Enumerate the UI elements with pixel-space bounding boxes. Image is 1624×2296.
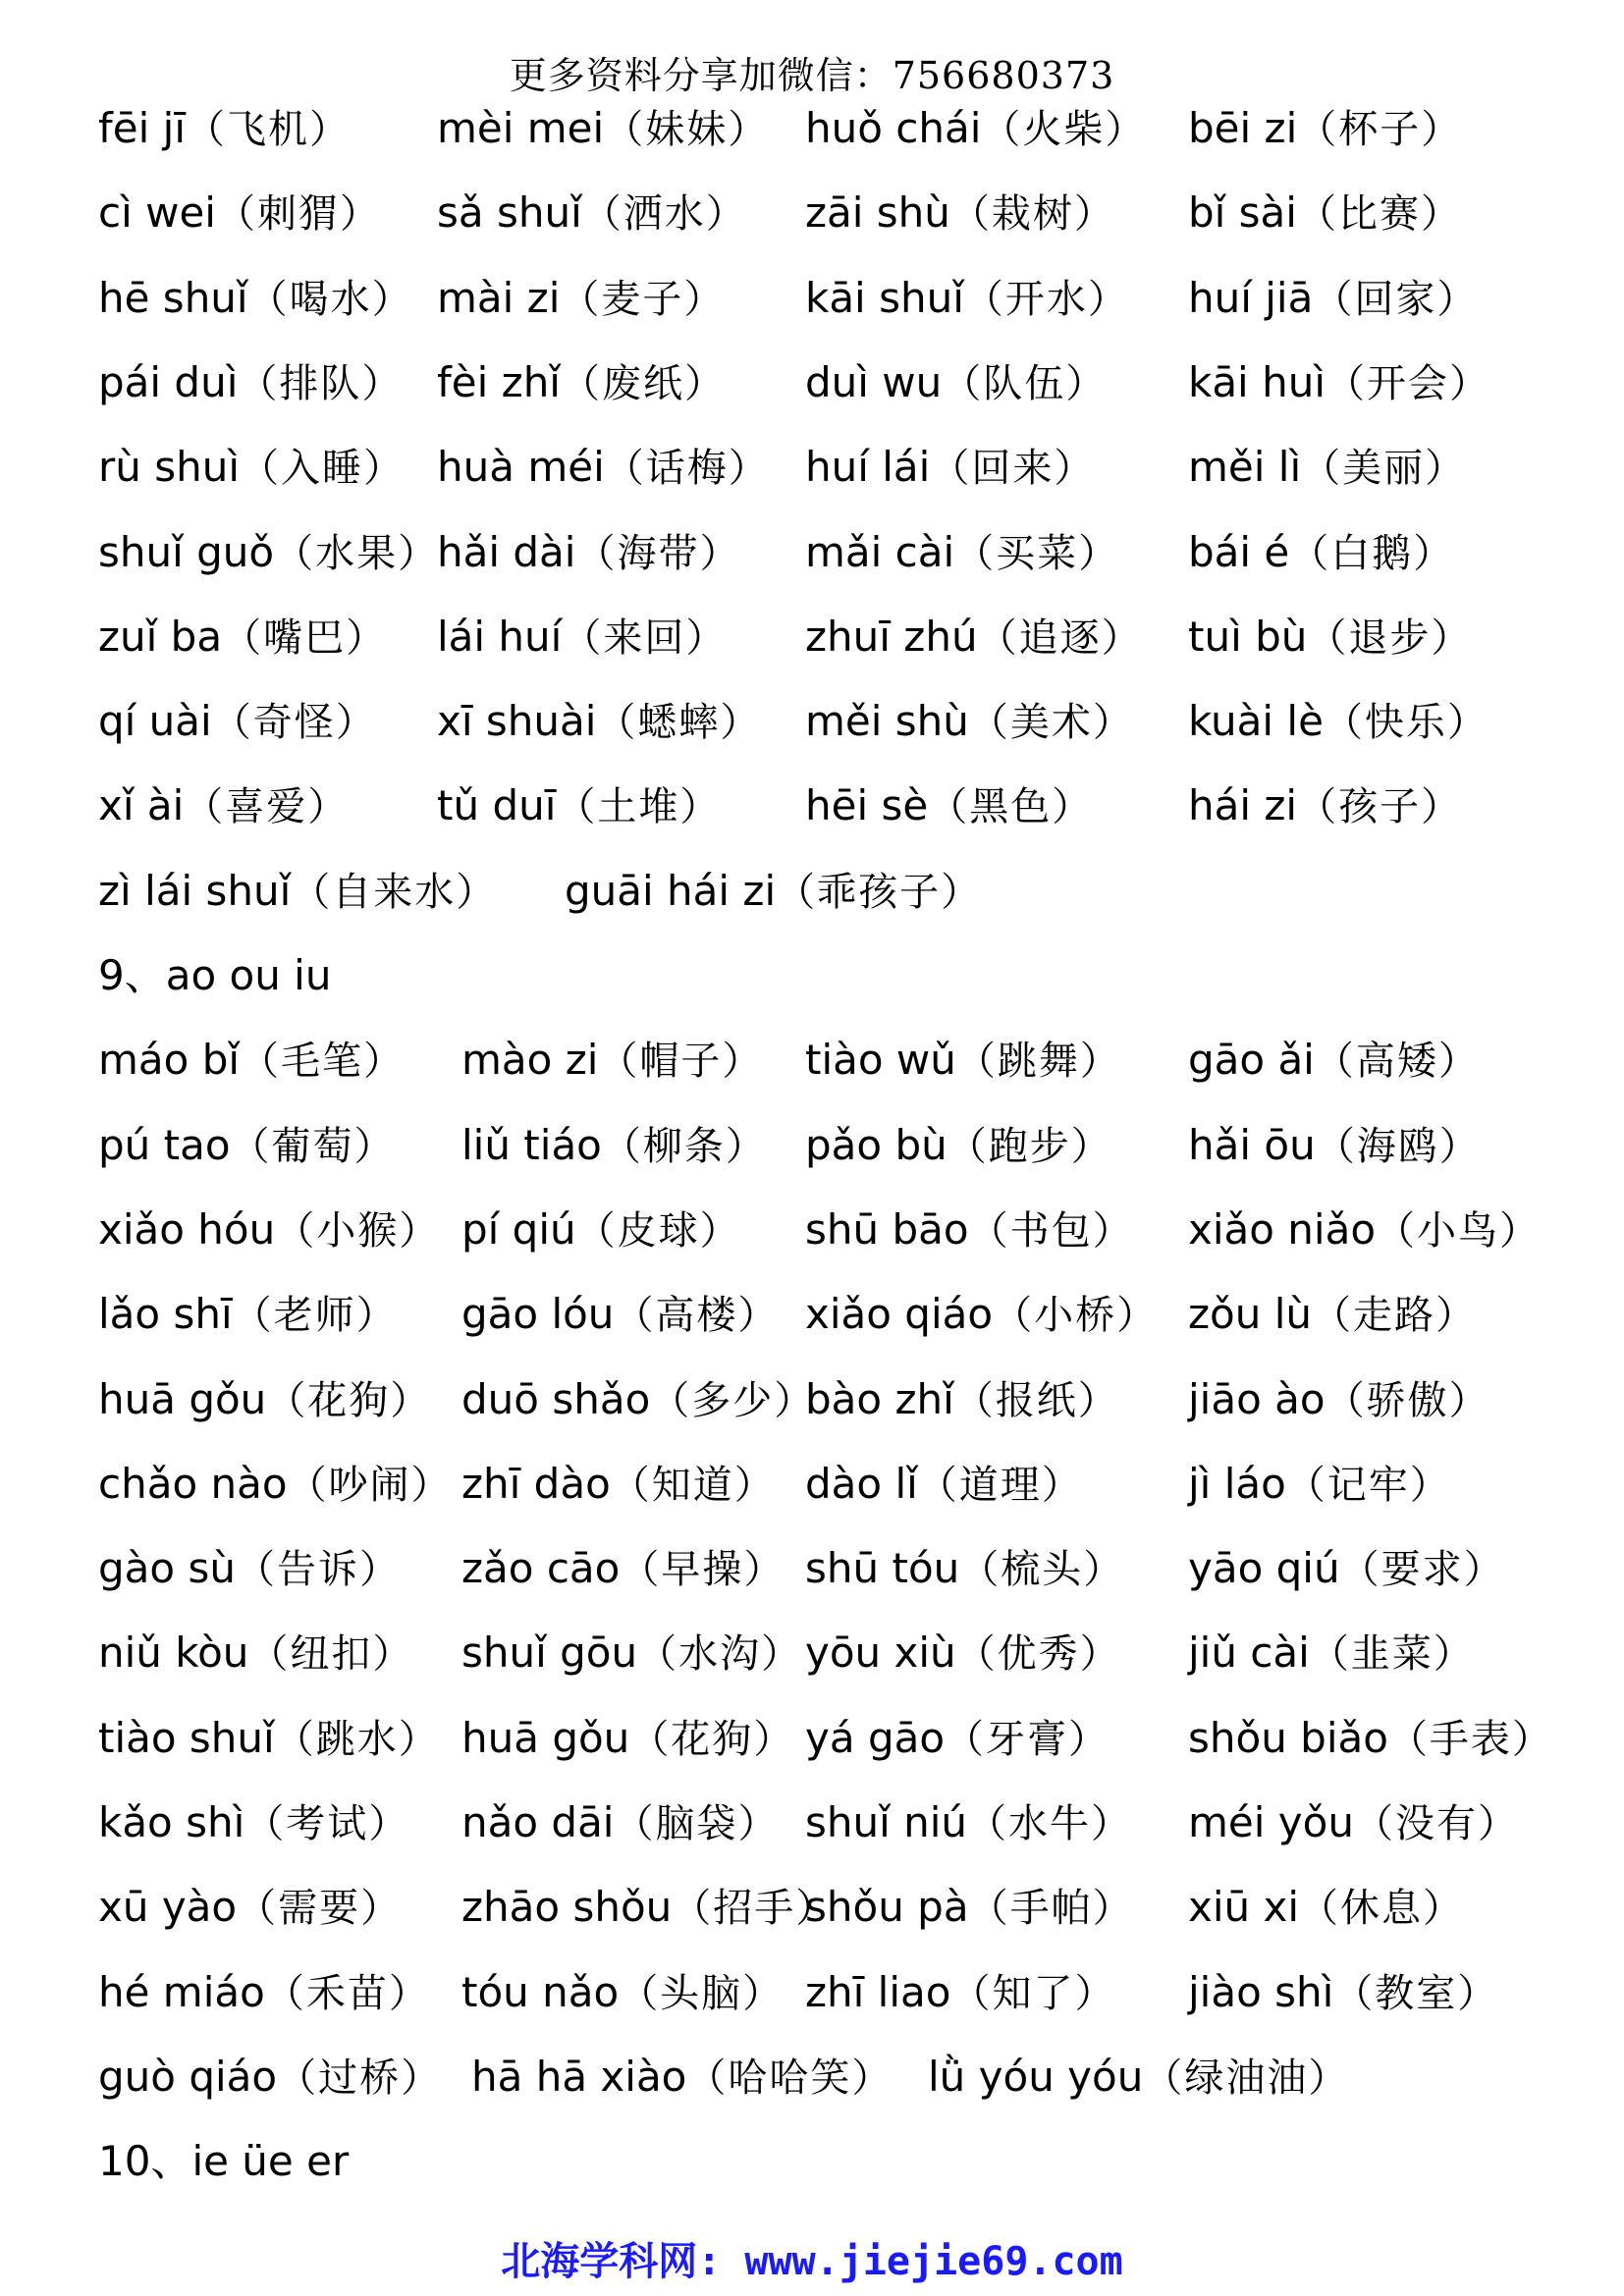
hanzi: （飞机）	[185, 107, 351, 152]
word-row	[98, 1018, 1565, 1102]
hanzi: （蟋蟀）	[596, 700, 762, 746]
pinyin: guāi hái zi	[565, 866, 777, 915]
word-entry	[437, 679, 761, 765]
hanzi: （没有）	[1353, 1801, 1519, 1846]
word-row	[98, 510, 1565, 595]
hanzi: （记牢）	[1285, 1462, 1451, 1508]
pinyin: shuǐ niú	[805, 1798, 968, 1846]
pinyin: gāo lóu	[461, 1290, 615, 1339]
word-entry	[437, 595, 727, 680]
pinyin: pái duì	[98, 357, 239, 406]
word-row	[98, 1781, 1565, 1865]
word-row	[98, 256, 1565, 341]
hanzi: （杯子）	[1297, 107, 1463, 152]
hanzi: （道理）	[917, 1462, 1083, 1508]
word-row	[98, 1526, 1565, 1611]
pinyin: kāi shuǐ	[805, 273, 964, 322]
word-entry	[98, 510, 439, 596]
hanzi: （来回）	[562, 614, 728, 661]
word-entry	[437, 425, 770, 510]
hanzi: （小鸟）	[1376, 1207, 1542, 1254]
hanzi: （水沟）	[637, 1631, 803, 1678]
hanzi: （土堆）	[556, 784, 722, 830]
word-entry	[805, 1611, 1121, 1696]
word-entry	[98, 1272, 398, 1358]
word-entry	[1188, 1442, 1451, 1527]
word-row	[98, 595, 1565, 679]
pinyin: xū yào	[98, 1883, 238, 1932]
word-entry	[98, 595, 387, 680]
hanzi: （绿油油）	[1143, 2055, 1350, 2101]
pinyin: xiǎo hóu	[98, 1204, 276, 1254]
pinyin: mǎi cài	[805, 527, 955, 576]
page-footer: 北海学科网: www.jiejie69.com	[501, 2239, 1123, 2284]
pinyin: lǎo shī	[98, 1290, 233, 1339]
word-entry	[1188, 425, 1466, 510]
word-entry	[1188, 1696, 1553, 1782]
hanzi: （考试）	[244, 1801, 410, 1846]
word-entry	[805, 256, 1129, 342]
hanzi: （花狗）	[629, 1716, 795, 1762]
hanzi: （葡萄）	[230, 1123, 396, 1169]
pinyin: tuì bù	[1188, 612, 1308, 661]
word-entry	[1188, 1103, 1481, 1189]
word-entry	[1188, 764, 1462, 849]
word-row	[98, 425, 1565, 509]
word-entry	[98, 1358, 431, 1443]
pinyin: xiū xi	[1188, 1883, 1300, 1932]
hanzi: （追逐）	[977, 614, 1143, 661]
hanzi: （知了）	[950, 1970, 1116, 2016]
pinyin: huā gǒu	[461, 1713, 630, 1762]
pinyin: bǐ sài	[1188, 188, 1297, 238]
hanzi: （比赛）	[1296, 191, 1462, 238]
pinyin: gào sù	[98, 1544, 236, 1593]
word-entry	[98, 1865, 402, 1950]
hanzi: （海带）	[575, 530, 741, 576]
word-entry	[98, 1526, 401, 1612]
word-entry	[1188, 1018, 1480, 1103]
hanzi: （黑色）	[928, 784, 1094, 830]
word-entry	[1188, 1358, 1490, 1443]
hanzi: （水牛）	[967, 1801, 1133, 1846]
word-row	[98, 1358, 1565, 1442]
word-entry	[461, 1358, 815, 1443]
word-entry	[98, 1442, 453, 1527]
word-entry	[437, 86, 769, 172]
word-entry	[461, 1611, 802, 1696]
pinyin: mèi mei	[437, 104, 605, 152]
hanzi: （刺猬）	[215, 191, 381, 238]
section-heading-10: 10、ie üe er	[98, 2137, 350, 2186]
word-entry	[805, 1018, 1121, 1103]
pinyin: shǒu pà	[805, 1883, 969, 1932]
hanzi: （小猴）	[275, 1207, 441, 1254]
hanzi: （妹妹）	[604, 107, 770, 152]
pinyin: yāo qiú	[1188, 1544, 1340, 1593]
hanzi: （皮球）	[575, 1207, 741, 1254]
word-entry	[1188, 256, 1478, 342]
hanzi: （告诉）	[235, 1547, 401, 1593]
hanzi: （过桥）	[277, 2055, 443, 2101]
pinyin: gāo ǎi	[1188, 1036, 1315, 1085]
word-row	[98, 679, 1565, 764]
word-entry	[437, 256, 725, 342]
word-entry	[805, 1358, 1119, 1443]
hanzi: （报纸）	[953, 1377, 1119, 1423]
pinyin: liǔ tiáo	[461, 1120, 602, 1169]
pinyin: jiǔ cài	[1188, 1629, 1310, 1678]
word-entry	[805, 1696, 1110, 1782]
pinyin: lǜ yóu yóu	[928, 2052, 1144, 2101]
word-entry	[98, 171, 381, 256]
pinyin: kǎo shì	[98, 1798, 245, 1846]
pinyin: duō shǎo	[461, 1374, 651, 1423]
word-row	[98, 1272, 1565, 1357]
hanzi: （需要）	[237, 1886, 403, 1932]
hanzi: （火柴）	[981, 107, 1147, 152]
pinyin: lái huí	[437, 612, 563, 661]
word-entry	[805, 86, 1146, 172]
pinyin: shuǐ guǒ	[98, 527, 275, 576]
hanzi: （走路）	[1312, 1293, 1477, 1339]
word-entry	[805, 1272, 1158, 1358]
word-entry	[461, 1950, 784, 2036]
pinyin: huà méi	[437, 443, 605, 492]
word-entry	[1188, 510, 1454, 596]
word-entry	[461, 1696, 794, 1782]
word-entry	[98, 1696, 440, 1782]
word-entry	[1188, 1188, 1541, 1273]
hanzi: （话梅）	[604, 446, 770, 492]
word-entry	[805, 1526, 1124, 1612]
hanzi: （跳舞）	[955, 1039, 1121, 1085]
pinyin: hēi sè	[805, 781, 929, 830]
hanzi: （孩子）	[1297, 784, 1463, 830]
word-entry	[461, 1442, 776, 1527]
hanzi: （麦子）	[560, 276, 726, 322]
word-entry	[98, 1018, 405, 1103]
word-entry	[437, 764, 721, 849]
word-entry	[805, 1188, 1134, 1273]
word-entry	[1188, 1272, 1477, 1358]
word-entry	[471, 2035, 893, 2120]
hanzi: （喜爱）	[184, 784, 350, 830]
word-entry	[98, 1781, 409, 1866]
pinyin: nǎo dāi	[461, 1798, 615, 1846]
pinyin: shū bāo	[805, 1204, 969, 1254]
pinyin: guò qiáo	[98, 2052, 278, 2101]
pinyin: rù shuì	[98, 443, 241, 492]
word-row	[98, 1442, 1565, 1526]
pinyin: zāi shù	[805, 188, 950, 238]
word-entry	[1188, 679, 1489, 765]
hanzi: （花狗）	[266, 1377, 432, 1423]
word-row	[98, 1103, 1565, 1188]
pinyin: xiǎo niǎo	[1188, 1204, 1377, 1254]
hanzi: （自来水）	[291, 869, 498, 915]
word-entry	[805, 171, 1115, 256]
hanzi: （栽树）	[949, 191, 1115, 238]
word-row	[98, 2035, 1565, 2119]
hanzi: （牙膏）	[945, 1716, 1110, 1762]
word-entry	[928, 2035, 1349, 2120]
word-entry	[805, 1103, 1112, 1189]
hanzi: （回家）	[1313, 276, 1479, 322]
word-row	[98, 86, 1565, 171]
pinyin: niǔ kòu	[98, 1629, 249, 1678]
word-entry	[565, 849, 982, 934]
word-entry	[1188, 1611, 1475, 1696]
pinyin: hǎi dài	[437, 527, 576, 576]
hanzi: （禾苗）	[264, 1970, 430, 2016]
hanzi: （骄傲）	[1325, 1377, 1490, 1423]
word-row	[98, 1611, 1565, 1695]
word-entry	[805, 341, 1107, 426]
hanzi: （快乐）	[1323, 700, 1489, 746]
hanzi: （乖孩子）	[776, 869, 983, 915]
hanzi: （早操）	[620, 1547, 785, 1593]
word-row	[98, 171, 1565, 255]
pinyin: hǎi ōu	[1188, 1120, 1316, 1169]
word-entry	[98, 849, 497, 934]
pinyin: mào zi	[461, 1036, 599, 1085]
word-entry	[1188, 595, 1472, 680]
pinyin: xiǎo qiáo	[805, 1290, 994, 1339]
hanzi: （优秀）	[955, 1631, 1121, 1678]
word-row	[98, 341, 1565, 425]
pinyin: xī shuài	[437, 697, 597, 746]
pinyin: bēi zi	[1188, 104, 1298, 152]
word-row	[98, 849, 1565, 934]
word-entry	[1188, 1781, 1519, 1866]
hanzi: （招手）	[672, 1886, 838, 1932]
pinyin: chǎo nào	[98, 1459, 288, 1508]
word-entry	[98, 1611, 413, 1696]
hanzi: （白鹅）	[1289, 530, 1455, 576]
word-entry	[437, 510, 740, 596]
pinyin: jiào shì	[1188, 1967, 1334, 2016]
word-entry	[805, 1442, 1083, 1527]
pinyin: jì láo	[1188, 1459, 1286, 1508]
word-entry	[1188, 171, 1462, 256]
pinyin: duì wu	[805, 357, 943, 406]
hanzi: （美丽）	[1301, 446, 1467, 492]
word-entry	[1188, 1865, 1464, 1950]
pinyin: yōu xiù	[805, 1629, 956, 1678]
word-entry	[805, 1781, 1132, 1866]
hanzi: （排队）	[238, 360, 404, 406]
word-entry	[437, 171, 747, 256]
hanzi: （头脑）	[619, 1970, 785, 2016]
hanzi: （高矮）	[1314, 1039, 1480, 1085]
hanzi: （知道）	[610, 1462, 776, 1508]
pinyin: shū tóu	[805, 1544, 960, 1593]
pinyin: xǐ ài	[98, 781, 185, 830]
word-entry	[98, 764, 349, 849]
word-entry	[98, 1188, 440, 1273]
pinyin: tiào wǔ	[805, 1036, 956, 1085]
pinyin: huǒ chái	[805, 104, 982, 152]
pinyin: dào lǐ	[805, 1459, 918, 1508]
hanzi: （帽子）	[598, 1039, 764, 1085]
word-entry	[98, 679, 377, 765]
word-entry	[1188, 1526, 1505, 1612]
pinyin: yá gāo	[805, 1713, 946, 1762]
hanzi: （小桥）	[993, 1293, 1159, 1339]
word-entry	[98, 425, 405, 510]
word-entry	[805, 595, 1143, 680]
pinyin: sǎ shuǐ	[437, 188, 582, 238]
hanzi: （喝水）	[247, 276, 413, 322]
word-entry	[805, 679, 1134, 765]
hanzi: （哈哈笑）	[686, 2055, 893, 2101]
pinyin: jiāo ào	[1188, 1374, 1326, 1423]
word-entry	[437, 341, 726, 426]
word-row	[98, 1696, 1565, 1781]
pinyin: bái é	[1188, 527, 1290, 576]
hanzi: （美术）	[968, 700, 1134, 746]
hanzi: （休息）	[1299, 1886, 1465, 1932]
word-entry	[805, 425, 1095, 510]
pinyin: tóu nǎo	[461, 1967, 620, 2016]
pinyin: máo bǐ	[98, 1036, 241, 1085]
pinyin: zǒu lù	[1188, 1290, 1312, 1339]
word-entry	[98, 86, 351, 172]
pinyin: shǒu biǎo	[1188, 1713, 1388, 1762]
hanzi: （手表）	[1387, 1716, 1553, 1762]
pinyin: mài zi	[437, 273, 561, 322]
word-entry	[805, 510, 1119, 596]
word-entry	[461, 1018, 763, 1103]
pinyin: zì lái shuǐ	[98, 866, 292, 915]
hanzi: （买菜）	[954, 530, 1120, 576]
hanzi: （跳水）	[274, 1716, 440, 1762]
word-entry	[1188, 86, 1462, 172]
pinyin: zhuī zhú	[805, 612, 978, 661]
pinyin: méi yǒu	[1188, 1798, 1354, 1846]
hanzi: （脑袋）	[614, 1801, 780, 1846]
word-row	[98, 1865, 1565, 1949]
pinyin: zhī dào	[461, 1459, 611, 1508]
pinyin: kāi huì	[1188, 357, 1326, 406]
hanzi: （毛笔）	[240, 1039, 406, 1085]
word-entry	[1188, 341, 1490, 426]
pinyin: hē shuǐ	[98, 273, 248, 322]
hanzi: （手帕）	[968, 1886, 1134, 1932]
hanzi: （多少）	[650, 1377, 816, 1423]
hanzi: （回来）	[930, 446, 1096, 492]
hanzi: （奇怪）	[211, 700, 377, 746]
hanzi: （吵闹）	[287, 1462, 453, 1508]
pinyin: bào zhǐ	[805, 1374, 954, 1423]
hanzi: （老师）	[232, 1293, 398, 1339]
hanzi: （洒水）	[581, 191, 747, 238]
pinyin: fēi jī	[98, 104, 186, 152]
pinyin: pǎo bù	[805, 1120, 947, 1169]
pinyin: hé miáo	[98, 1967, 265, 2016]
hanzi: （嘴巴）	[222, 614, 388, 661]
word-entry	[461, 1272, 779, 1358]
pinyin: zuǐ ba	[98, 612, 223, 661]
hanzi: （柳条）	[601, 1123, 767, 1169]
pinyin: huí jiā	[1188, 273, 1314, 322]
hanzi: （要求）	[1339, 1547, 1505, 1593]
pinyin: měi shù	[805, 697, 969, 746]
word-entry	[805, 1865, 1134, 1950]
pinyin: tǔ duī	[437, 781, 557, 830]
pinyin: qí uài	[98, 697, 212, 746]
hanzi: （水果）	[274, 530, 440, 576]
pinyin: zhāo shǒu	[461, 1883, 673, 1932]
pinyin: tiào shuǐ	[98, 1713, 275, 1762]
page-header: 更多资料分享加微信：756680373	[509, 54, 1115, 97]
pinyin: shuǐ gōu	[461, 1629, 638, 1678]
pinyin: zǎo cāo	[461, 1544, 621, 1593]
word-entry	[461, 1781, 779, 1866]
hanzi: （废纸）	[560, 360, 726, 406]
hanzi: （高楼）	[614, 1293, 780, 1339]
section-heading-9: 9、ao ou iu	[98, 951, 332, 999]
hanzi: （纽扣）	[248, 1631, 414, 1678]
word-entry	[98, 1103, 396, 1189]
pinyin: zhī liao	[805, 1967, 951, 2016]
hanzi: （教室）	[1333, 1970, 1499, 2016]
word-entry	[98, 341, 403, 426]
pinyin: huí lái	[805, 443, 931, 492]
pinyin: huā gǒu	[98, 1374, 267, 1423]
word-entry	[461, 1103, 767, 1189]
hanzi: （开水）	[963, 276, 1129, 322]
word-row	[98, 764, 1565, 848]
pinyin: cì wei	[98, 188, 216, 238]
pinyin: pí qiú	[461, 1204, 576, 1254]
word-entry	[461, 1188, 741, 1273]
hanzi: （书包）	[968, 1207, 1134, 1254]
hanzi: （入睡）	[240, 446, 406, 492]
word-entry	[98, 2035, 442, 2120]
pinyin: fèi zhǐ	[437, 357, 561, 406]
word-entry	[98, 1950, 430, 2036]
word-entry	[98, 256, 413, 342]
word-entry	[461, 1526, 785, 1612]
hanzi: （退步）	[1307, 614, 1473, 661]
hanzi: （海鸥）	[1315, 1123, 1481, 1169]
hanzi: （梳头）	[959, 1547, 1125, 1593]
word-entry	[461, 1865, 837, 1950]
pinyin: pú tao	[98, 1120, 231, 1169]
hanzi: （跑步）	[947, 1123, 1112, 1169]
word-entry	[1188, 1950, 1498, 2036]
pinyin: měi lì	[1188, 443, 1302, 492]
word-entry	[805, 764, 1093, 849]
hanzi: （队伍）	[942, 360, 1108, 406]
hanzi: （韭菜）	[1309, 1631, 1475, 1678]
word-row	[98, 1188, 1565, 1272]
hanzi: （开会）	[1326, 360, 1490, 406]
word-row	[98, 1950, 1565, 2035]
pinyin: hā hā xiào	[471, 2052, 687, 2101]
word-entry	[805, 1950, 1115, 2036]
pinyin: hái zi	[1188, 781, 1298, 830]
pinyin: kuài lè	[1188, 697, 1324, 746]
